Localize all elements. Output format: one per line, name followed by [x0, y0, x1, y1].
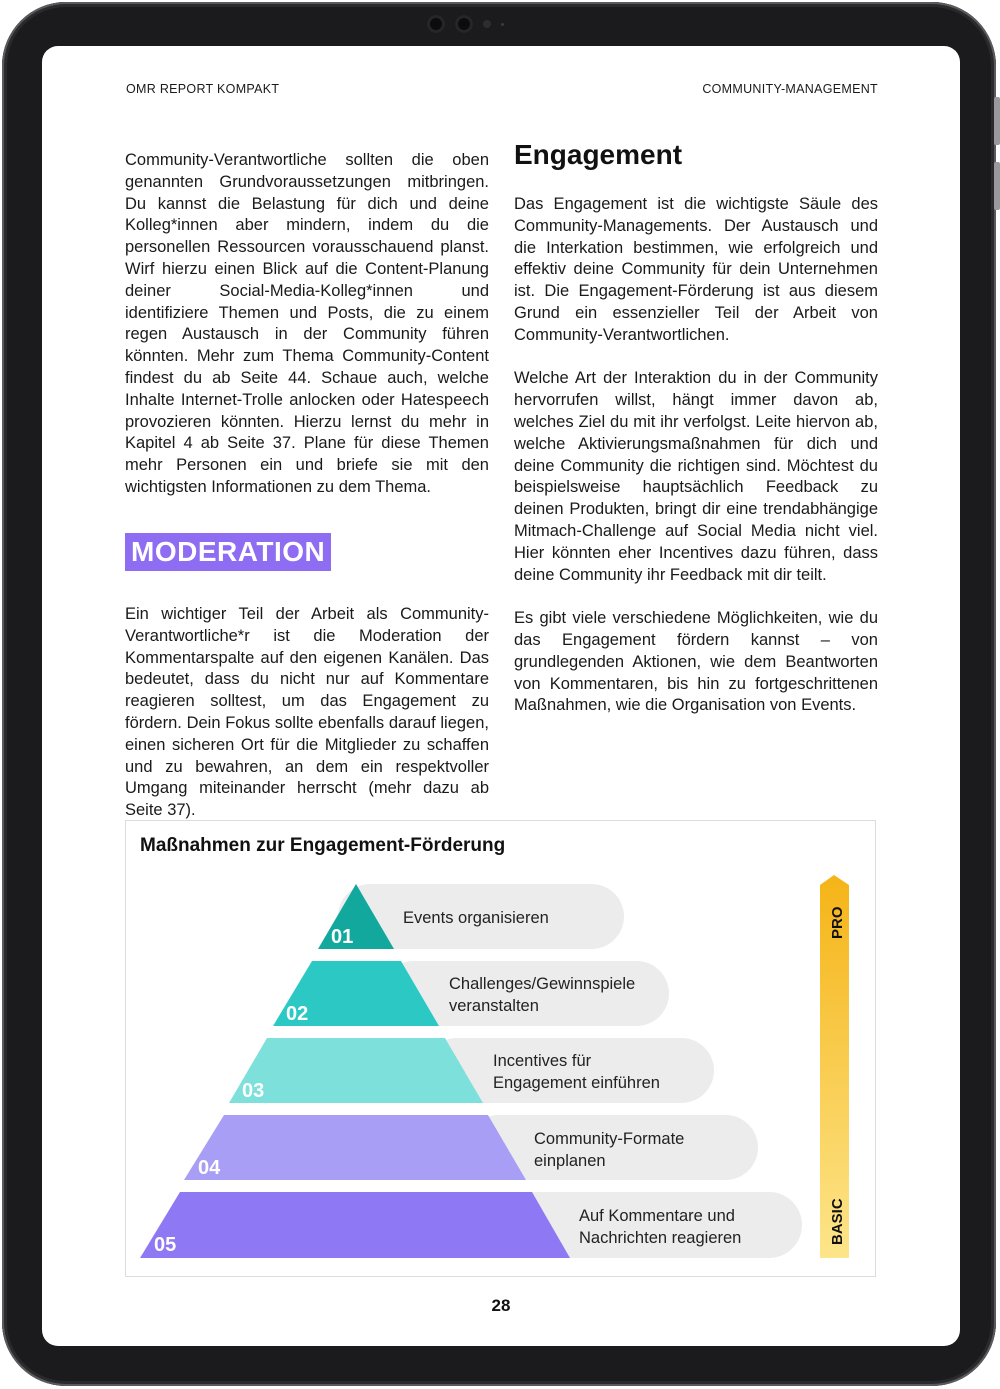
- left-column-moderation: [125, 604, 489, 822]
- camera-lens-icon: [427, 15, 445, 33]
- level-3-text-line1: Incentives für: [493, 1052, 592, 1070]
- right-column: [514, 194, 878, 717]
- engagement-heading: Engagement: [514, 139, 683, 170]
- engagement-paragraph-1: Das Engagement ist die wichtigste Säule des Community-Managements. Der Austausch und die Interkation bestimmen, wie erfolgreich und effektiv deine Community für dein Unternehmen ist. Die Engagement-Förderung ist aus diesem Grund ein essenzieller Teil der Arbeit von Community-Verantwortlichen.: [514, 195, 878, 344]
- level-3-text-line2: Engagement einführen: [493, 1074, 660, 1092]
- level-5-tier: [140, 1192, 570, 1258]
- moderation-heading: MODERATION: [125, 533, 331, 571]
- level-2-text-line2: veranstalten: [449, 997, 539, 1015]
- level-3-number: 03: [242, 1080, 265, 1102]
- level-2-text-line1: Challenges/Gewinnspiele: [449, 975, 636, 993]
- moderation-paragraph: Ein wichtiger Teil der Arbeit als Community-Verantwortliche*r ist die Moderation der Kommentarspalte auf den eigenen Kanälen. Das bedeutet, dass du nicht nur auf Kommentare reagieren solltest, um das Engagement zu fördern. Dein Fokus sollte ebenfalls darauf liegen, einen sicheren Ort für die Mitglieder zu schaffen und zu bewahren, an dem ein respektvoller Umgang miteinander herrscht (mehr dazu ab Seite 37).: [125, 605, 489, 820]
- level-3-tier: [229, 1038, 483, 1103]
- tablet-frame: [2, 2, 996, 1386]
- pyramid-diagram: [126, 821, 877, 1278]
- camera-lens-icon: [455, 15, 473, 33]
- level-2-number: 02: [286, 1003, 309, 1025]
- level-5-text-line1: Auf Kommentare und: [579, 1207, 735, 1225]
- volume-up-button[interactable]: [994, 97, 1000, 145]
- level-5-text-line2: Nachrichten reagieren: [579, 1229, 742, 1247]
- level-4-number: 04: [198, 1157, 221, 1179]
- level-4-tier: [184, 1115, 526, 1180]
- level-1-number: 01: [331, 926, 354, 948]
- camera-array: [427, 15, 504, 33]
- running-header-right: COMMUNITY-MANAGEMENT: [702, 82, 878, 96]
- level-5-number: 05: [154, 1234, 177, 1256]
- page-number: 28: [491, 1296, 511, 1315]
- running-header-left: OMR REPORT KOMPAKT: [126, 82, 280, 96]
- level-4-text-line2: einplanen: [534, 1152, 606, 1170]
- level-1-text-line1: Events organisieren: [403, 909, 549, 927]
- figure-title: Maßnahmen zur Engagement-Förderung: [140, 835, 506, 856]
- left-column-intro: [125, 150, 489, 499]
- engagement-paragraph-3: Es gibt viele verschiedene Möglichkeiten, wie du das Engagement fördern kannst – von grundlegenden Aktionen, wie dem Beantworten von Kommentaren, bis hin zu fortgeschrittenen Maßnahmen, wie die Organisation von Events.: [514, 609, 878, 715]
- engagement-pyramid-figure: [125, 820, 876, 1277]
- volume-down-button[interactable]: [994, 162, 1000, 210]
- level-4-text-line1: Community-Formate: [534, 1130, 685, 1148]
- sensor-icon: [483, 20, 491, 28]
- intro-paragraph: Community-Verantwortliche sollten die oben genannten Grundvoraussetzungen mitbringen. Du kannst die Belastung für dich und deine Kolleg*innen aber mindern, indem du die personellen Ressourcen vorausschauend planst. Wirf hierzu einen Blick auf die Content-Planung deiner Social-Media-Kolleg*innen und identifiziere Themen und Posts, die zu einem regen Austausch in der Community führen könnten. Mehr zum Thema Community-Content findest du ab Seite 44. Schaue auch, welche Inhalte Internet-Trolle anlocken oder Hatespeech provozieren könnten. Hierzu lernst du mehr in Kapitel 4 ab Seite 37. Plane für diese Themen mehr Personen ein und briefe sie mit den wichtigsten Informationen zu dem Thema.: [125, 151, 489, 496]
- page: [42, 46, 960, 1346]
- indicator-dot-icon: [501, 23, 504, 26]
- scale-bottom-label: BASIC: [829, 1198, 846, 1245]
- engagement-paragraph-2: Welche Art der Interaktion du in der Community hervorrufen willst, hängt immer davon ab, welches Ziel du mit ihr verfolgst. Leite hiervon ab, welche Aktivierungsmaßnahmen für dich und deine Community die richtigen sind. Möchtest du beispielsweise hauptsächlich Feedback zu deinen Produkten, bringt dir eine trendabhängige Mitmach-Challenge auf Social Media nicht viel. Hier könnten eher Incentives dazu führen, dass deine Community ihr Feedback mit dir teilt.: [514, 369, 878, 584]
- scale-top-label: PRO: [829, 906, 846, 939]
